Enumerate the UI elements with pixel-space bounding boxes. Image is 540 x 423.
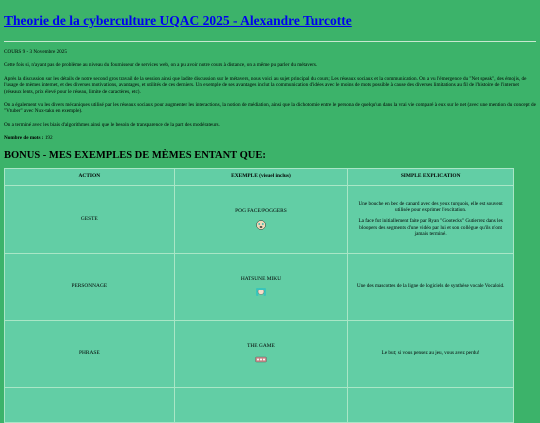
example-label: THE GAME (247, 342, 275, 349)
word-count-value: 192 (44, 135, 53, 142)
cell-example (175, 186, 348, 253)
pog-face-icon (255, 220, 267, 230)
header-explanation: SIMPLE EXPLICATION (348, 169, 513, 185)
cell-action: PHRASE (5, 321, 174, 387)
paragraph-3: On a également vu les divers mécaniques utilisé par les réseaux sociaux pour augmenter les interactions, la notion de médiation, ainsi que la dichotomie entre le persona de quelqu'un dans la vrai vie comparé à eux sur le net (avec une mention du concept de "Vtuber" avec Nux-taku en exemple). (4, 102, 536, 115)
cell-explanation (348, 186, 513, 253)
table-row (5, 254, 513, 320)
memes-table (4, 168, 514, 423)
paragraph-4: On a terminé avec les biais d'algorithmes ainsi que le besoin de transparence de la part des modérateurs. (4, 121, 220, 128)
cell-example (175, 321, 348, 387)
explanation-line-1: Une bouche en bec de canard avec des yeux turquois, elle est souvent utilisée pour exprimer l'excitation. (358, 200, 503, 214)
table-row (5, 321, 513, 387)
example-label: HATSUNE MIKU (240, 275, 282, 282)
paragraph-1: Cette fois si, n'ayant pas de problème au niveau du fournisseur de services web, on a pu avoir notre cours à distance, on a même pu parler du métavers. (4, 62, 318, 69)
table-header-row (5, 169, 513, 185)
title-divider (4, 41, 536, 42)
bonus-heading: BONUS - MES EXEMPLES DE MÈMES ENTANT QUE: (4, 149, 266, 161)
explanation-line-1: Une des mascottes de la ligne de logiciels de synthèse vocale Vocaloid. (356, 283, 505, 290)
course-date: COURS 9 - 3 Novembre 2025 (4, 49, 67, 55)
cell-explanation (348, 254, 513, 320)
page-title-link[interactable]: Theorie de la cyberculture UQAC 2025 - Alexandre Turcotte (4, 13, 352, 28)
cell-action: PERSONNAGE (5, 254, 174, 320)
explanation-line-1: Le but; si vous pensez au jeu, vous avez perdu! (381, 350, 480, 357)
miku-icon (255, 287, 267, 297)
example-label: POG FACE/POGGERS (235, 208, 287, 215)
the-game-icon (255, 354, 267, 364)
cell-explanation (348, 321, 513, 387)
paragraph-2: Après la discussion sur les détails de notre second gros travail de la session ainsi que ladite discussion sur le métavers, nous voici au sujet principal du cours; Les réseaux sociaux et la communication. On a vu l'émergence du "Net speak", des émojis, de l'usage de mèmes internet, et des diverses motivations, avantages, et utilités de ces derniers. Un exemple de ses avantages inclut la communication d'idées avec le moins de mots possible à cause des diverses limitations au fil de l'histoire de l'internet (réseaux lents, prix élevé pour le réseau, limite de caractères, etc). (4, 75, 527, 95)
header-action: ACTION (5, 169, 174, 185)
word-count (4, 135, 536, 141)
cell-action: GESTE (5, 186, 174, 253)
header-example: EXEMPLE (visuel inclus) (175, 169, 348, 185)
word-count-label: Nombre de mots : (4, 135, 44, 142)
table-row (5, 186, 513, 253)
explanation-line-2: La face fut initiallement faite par Ryan "Gootecks" Gutierrez dans les bloopers des segments d'une vidéo par lui et son collègue qu'ils n'ont jamais terminé. (358, 218, 503, 238)
cell-example (175, 254, 348, 320)
